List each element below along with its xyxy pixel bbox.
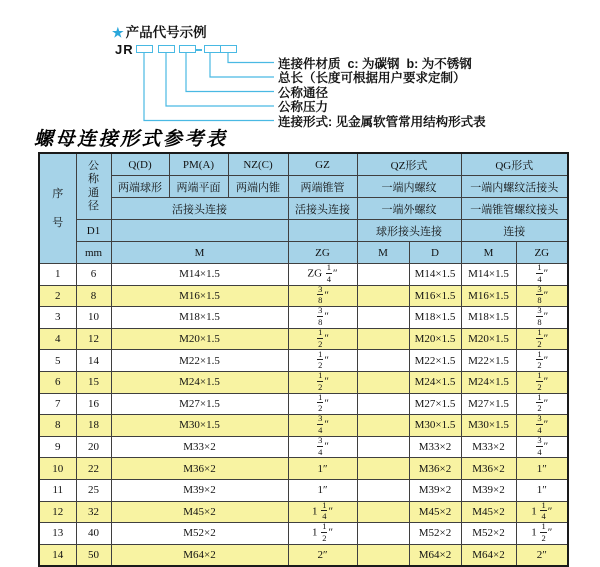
cell-qg-m: M16×1.5 <box>461 285 516 307</box>
cell-qg-zg: 1″ <box>516 458 568 480</box>
table-row <box>39 328 568 350</box>
cell-seq: 8 <box>39 415 76 437</box>
cell-qz-m <box>357 415 409 437</box>
product-code-heading <box>112 21 207 41</box>
cell-seq: 1 <box>39 264 76 286</box>
header-qg-zg: ZG <box>516 242 568 264</box>
cell-qz-m <box>357 479 409 501</box>
code-box-1 <box>136 45 153 53</box>
table-row <box>39 479 568 501</box>
cell-qg-m: M14×1.5 <box>461 264 516 286</box>
cell-seq: 5 <box>39 350 76 372</box>
cell-mm: 8 <box>76 285 111 307</box>
cell-qg-m: M27×1.5 <box>461 393 516 415</box>
cell-seq: 13 <box>39 523 76 545</box>
label-nominal-pressure: 公称压力 <box>278 100 329 114</box>
cell-qg-zg: 1 $\frac{1}{2}$ ″ <box>516 523 568 545</box>
cell-m-thread: M22×1.5 <box>111 350 288 372</box>
cell-qg-zg: $\frac{1}{2}$ ″ <box>516 350 568 372</box>
cell-gz-zg: 1″ <box>288 479 357 501</box>
cell-gz-zg: 2″ <box>288 544 357 566</box>
header-nz-sub: 两端内锥 <box>228 176 288 198</box>
header-m: M <box>111 242 288 264</box>
header-col-pm: PM(A) <box>169 153 228 176</box>
cell-qz-d: M30×1.5 <box>409 415 461 437</box>
cell-mm: 18 <box>76 415 111 437</box>
cell-mm: 22 <box>76 458 111 480</box>
cell-mm: 50 <box>76 544 111 566</box>
label-connection-form: 连接形式: 见金属软管常用结构形式表 <box>278 114 486 129</box>
cell-mm: 16 <box>76 393 111 415</box>
cell-qg-m: M22×1.5 <box>461 350 516 372</box>
cell-qz-d: M45×2 <box>409 501 461 523</box>
cell-qg-m: M33×2 <box>461 436 516 458</box>
table-header <box>39 153 568 264</box>
cell-m-thread: M64×2 <box>111 544 288 566</box>
table-row <box>39 436 568 458</box>
cell-gz-zg: $\frac{3}{4}$ ″ <box>288 436 357 458</box>
cell-mm: 40 <box>76 523 111 545</box>
cell-qz-m <box>357 458 409 480</box>
cell-qz-m <box>357 523 409 545</box>
header-col-gz: GZ <box>288 153 357 176</box>
code-dash <box>196 49 202 51</box>
header-col-nz: NZ(C) <box>228 153 288 176</box>
table-title: 螺母连接形式参考表 <box>34 128 228 150</box>
cell-qz-d: M36×2 <box>409 458 461 480</box>
cell-qg-m: M52×2 <box>461 523 516 545</box>
header-q-sub: 两端球形 <box>111 176 169 198</box>
cell-qz-d: M27×1.5 <box>409 393 461 415</box>
header-diameter: 公称通径 <box>76 153 111 220</box>
cell-qz-d: M20×1.5 <box>409 328 461 350</box>
table-row <box>39 350 568 372</box>
header-qpn-conn: 活接头连接 <box>111 198 288 220</box>
cell-gz-zg: $\frac{3}{4}$ ″ <box>288 415 357 437</box>
cell-qz-d: M39×2 <box>409 479 461 501</box>
cell-qg-zg: $\frac{1}{2}$ ″ <box>516 393 568 415</box>
cell-qg-zg: $\frac{3}{4}$ ″ <box>516 415 568 437</box>
cell-m-thread: M36×2 <box>111 458 288 480</box>
header-mm: mm <box>76 242 111 264</box>
header-qz-d: D <box>409 242 461 264</box>
header-qz-m: M <box>357 242 409 264</box>
header-gz-sub: 两端锥管 <box>288 176 357 198</box>
cell-seq: 6 <box>39 371 76 393</box>
table-row <box>39 393 568 415</box>
cell-qg-m: M24×1.5 <box>461 371 516 393</box>
cell-m-thread: M20×1.5 <box>111 328 288 350</box>
cell-seq: 4 <box>39 328 76 350</box>
cell-qz-d: M16×1.5 <box>409 285 461 307</box>
table-row <box>39 501 568 523</box>
header-pm-sub: 两端平面 <box>169 176 228 198</box>
cell-qg-zg: $\frac{3}{8}$ ″ <box>516 307 568 329</box>
cell-qg-zg: 1 $\frac{1}{4}$ ″ <box>516 501 568 523</box>
cell-m-thread: M24×1.5 <box>111 371 288 393</box>
cell-qz-m <box>357 264 409 286</box>
cell-qz-d: M18×1.5 <box>409 307 461 329</box>
cell-qz-m <box>357 393 409 415</box>
cell-qz-m <box>357 307 409 329</box>
cell-seq: 11 <box>39 479 76 501</box>
cell-qg-m: M20×1.5 <box>461 328 516 350</box>
cell-qg-zg: $\frac{1}{4}$ ″ <box>516 264 568 286</box>
cell-qg-m: M30×1.5 <box>461 415 516 437</box>
cell-qz-m <box>357 436 409 458</box>
header-seq: 序号 <box>39 153 76 264</box>
table-row <box>39 285 568 307</box>
label-material: 连接件材质 c: 为碳钢 b: 为不锈钢 <box>278 56 472 71</box>
code-box-3 <box>179 45 196 53</box>
header-d1: D1 <box>76 220 111 242</box>
header-gz-conn: 活接头连接 <box>288 198 357 220</box>
cell-qg-zg: 1″ <box>516 479 568 501</box>
cell-qz-d: M24×1.5 <box>409 371 461 393</box>
cell-mm: 10 <box>76 307 111 329</box>
cell-gz-zg: $\frac{1}{2}$ ″ <box>288 350 357 372</box>
product-code-prefix: JR <box>115 42 134 57</box>
cell-seq: 9 <box>39 436 76 458</box>
cell-qz-m <box>357 285 409 307</box>
cell-gz-zg: 1″ <box>288 458 357 480</box>
cell-qz-d: M22×1.5 <box>409 350 461 372</box>
cell-seq: 10 <box>39 458 76 480</box>
cell-qg-m: M64×2 <box>461 544 516 566</box>
table-row <box>39 264 568 286</box>
cell-seq: 2 <box>39 285 76 307</box>
table-row <box>39 307 568 329</box>
cell-gz-zg: $\frac{3}{8}$ ″ <box>288 285 357 307</box>
cell-gz-zg: 1 $\frac{1}{2}$ ″ <box>288 523 357 545</box>
cell-qz-d: M64×2 <box>409 544 461 566</box>
header-blank-gz <box>288 220 357 242</box>
table-row <box>39 415 568 437</box>
header-qz-conn: 球形接头连接 <box>357 220 461 242</box>
cell-gz-zg: $\frac{3}{8}$ ″ <box>288 307 357 329</box>
header-col-q: Q(D) <box>111 153 169 176</box>
cell-qg-m: M36×2 <box>461 458 516 480</box>
label-total-length: 总长（长度可根据用户要求定制） <box>278 71 466 85</box>
header-col-qg: QG形式 <box>461 153 568 176</box>
cell-mm: 12 <box>76 328 111 350</box>
table-body <box>39 264 568 566</box>
cell-m-thread: M45×2 <box>111 501 288 523</box>
cell-mm: 15 <box>76 371 111 393</box>
cell-mm: 25 <box>76 479 111 501</box>
cell-qg-zg: $\frac{3}{8}$ ″ <box>516 285 568 307</box>
cell-gz-zg: ZG $\frac{1}{4}$ ″ <box>288 264 357 286</box>
header-zg: ZG <box>288 242 357 264</box>
cell-m-thread: M27×1.5 <box>111 393 288 415</box>
cell-qz-m <box>357 328 409 350</box>
code-box-5 <box>220 45 237 53</box>
cell-m-thread: M39×2 <box>111 479 288 501</box>
cell-qz-m <box>357 544 409 566</box>
cell-m-thread: M30×1.5 <box>111 415 288 437</box>
cell-m-thread: M18×1.5 <box>111 307 288 329</box>
header-col-qz: QZ形式 <box>357 153 461 176</box>
cell-qg-zg: 2″ <box>516 544 568 566</box>
cell-qz-d: M14×1.5 <box>409 264 461 286</box>
header-qz-sub2: 一端外螺纹 <box>357 198 461 220</box>
cell-qg-zg: $\frac{3}{4}$ ″ <box>516 436 568 458</box>
cell-seq: 7 <box>39 393 76 415</box>
cell-seq: 3 <box>39 307 76 329</box>
table-row <box>39 523 568 545</box>
cell-m-thread: M16×1.5 <box>111 285 288 307</box>
cell-gz-zg: $\frac{1}{2}$ ″ <box>288 393 357 415</box>
star-icon: ★ <box>112 25 124 40</box>
header-qz-sub: 一端内螺纹 <box>357 176 461 198</box>
header-blank-left <box>111 220 288 242</box>
cell-m-thread: M14×1.5 <box>111 264 288 286</box>
header-qg-sub: 一端内螺纹活接头 <box>461 176 568 198</box>
table-row <box>39 371 568 393</box>
cell-gz-zg: $\frac{1}{2}$ ″ <box>288 371 357 393</box>
cell-qg-zg: $\frac{1}{2}$ ″ <box>516 328 568 350</box>
cell-gz-zg: $\frac{1}{2}$ ″ <box>288 328 357 350</box>
code-box-4 <box>204 45 221 53</box>
cell-qg-zg: $\frac{1}{2}$ ″ <box>516 371 568 393</box>
cell-qg-m: M18×1.5 <box>461 307 516 329</box>
header-qg-conn: 连接 <box>461 220 568 242</box>
cell-mm: 6 <box>76 264 111 286</box>
header-qg-sub2: 一端锥管螺纹接头 <box>461 198 568 220</box>
cell-qz-m <box>357 350 409 372</box>
cell-m-thread: M52×2 <box>111 523 288 545</box>
code-box-2 <box>158 45 175 53</box>
cell-mm: 20 <box>76 436 111 458</box>
cell-seq: 14 <box>39 544 76 566</box>
cell-seq: 12 <box>39 501 76 523</box>
product-code-heading-text: 产品代号示例 <box>125 25 207 40</box>
nut-connection-table <box>38 152 569 567</box>
cell-mm: 14 <box>76 350 111 372</box>
cell-qz-d: M33×2 <box>409 436 461 458</box>
table-row <box>39 458 568 480</box>
cell-gz-zg: 1 $\frac{1}{4}$ ″ <box>288 501 357 523</box>
cell-mm: 32 <box>76 501 111 523</box>
cell-qz-m <box>357 371 409 393</box>
label-nominal-diameter: 公称通径 <box>278 85 329 100</box>
table-row <box>39 544 568 566</box>
header-qg-m: M <box>461 242 516 264</box>
cell-m-thread: M33×2 <box>111 436 288 458</box>
cell-qg-m: M45×2 <box>461 501 516 523</box>
cell-qz-m <box>357 501 409 523</box>
cell-qz-d: M52×2 <box>409 523 461 545</box>
cell-qg-m: M39×2 <box>461 479 516 501</box>
